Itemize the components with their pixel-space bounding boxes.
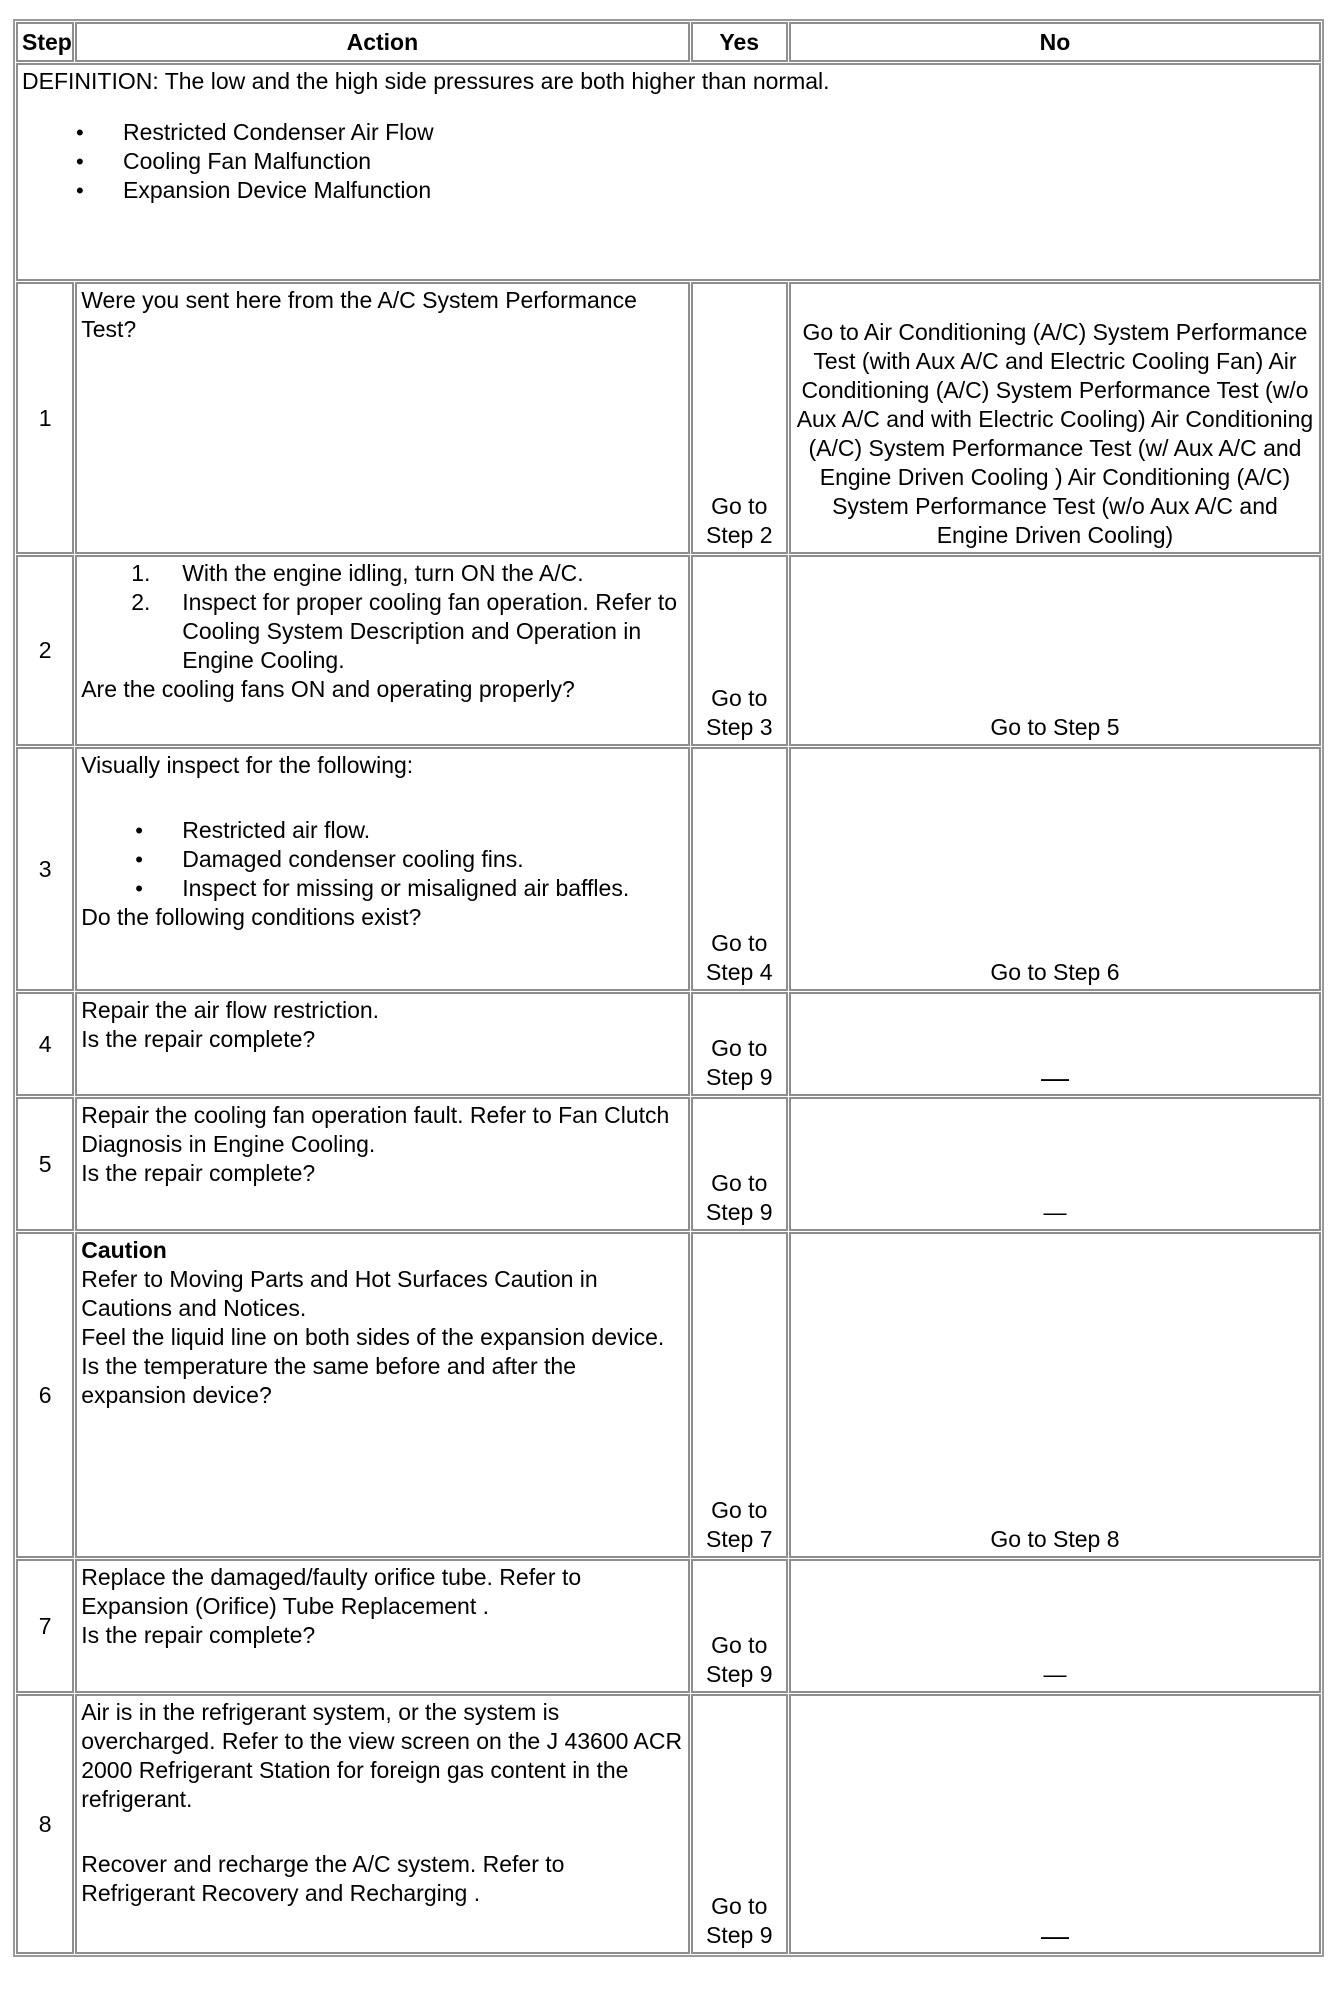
no-cell: Go to Air Conditioning (A/C) System Performance Test (with Aux A/C and Electric Cooling Fan) Air Conditioning (A/C) System Performance Test (w/o Aux A/C and with Electric Cooling) Air Conditioning (A/C) System Performance Test (w/ Aux A/C and Engine Driven Cooling ) Air Conditioning (A/C) System Performance Test (w/o Aux A/C and Engine Driven Cooling) <box>789 282 1321 554</box>
list-item: • Expansion Device Malfunction <box>22 176 1315 205</box>
caution-text: Refer to Moving Parts and Hot Surfaces Caution in Cautions and Notices. <box>81 1266 598 1321</box>
step-number: 7 <box>16 1559 74 1693</box>
action-cell <box>75 282 689 554</box>
step-number: 2 <box>16 555 74 746</box>
no-cell: — <box>789 1559 1321 1693</box>
question-text: Is the repair complete? <box>81 1026 316 1052</box>
yes-cell <box>691 1097 788 1231</box>
yes-goto: Go to <box>711 930 768 956</box>
action-cell <box>75 1694 689 1954</box>
definition-row <box>16 63 1321 281</box>
step-number: 5 <box>16 1097 74 1231</box>
intro-text: Air is in the refrigerant system, or the system is overcharged. Refer to the view screen on the J 43600 ACR 2000 Refrigerant Station for foreign gas content in the refrigerant. <box>81 1699 683 1812</box>
intro-text: Repair the cooling fan operation fault. Refer to Fan Clutch Diagnosis in Engine Cooling. <box>81 1102 670 1157</box>
action-cell <box>75 992 689 1096</box>
step-number: 1 <box>16 282 74 554</box>
yes-cell <box>691 555 788 746</box>
action-text: Were you sent here from the A/C System Performance Test? <box>81 287 637 342</box>
step-number: 3 <box>16 747 74 991</box>
step-number: 4 <box>16 992 74 1096</box>
action-cell <box>75 555 689 746</box>
no-cell: — <box>789 1694 1321 1954</box>
table-row <box>16 992 1321 1096</box>
intro-text: Replace the damaged/faulty orifice tube. Refer to Expansion (Orifice) Tube Replacement . <box>81 1564 582 1619</box>
table-row <box>16 1559 1321 1693</box>
header-step: Step <box>16 22 74 62</box>
definition-cell <box>16 63 1321 281</box>
step-number: 8 <box>16 1694 74 1954</box>
list-item: • Restricted Condenser Air Flow <box>22 118 1315 147</box>
yes-step: Step 2 <box>705 522 773 548</box>
list-item: • Inspect for missing or misaligned air baffles. <box>81 874 683 903</box>
list-item: 2. Inspect for proper cooling fan operation. Refer to Cooling System Description and Operation in Engine Cooling. <box>131 589 678 673</box>
step-number: 6 <box>16 1232 74 1558</box>
diagnostic-table-wrapper <box>13 19 1324 1957</box>
no-cell: Go to Step 8 <box>789 1232 1321 1558</box>
yes-cell <box>691 1559 788 1693</box>
intro-text: Repair the air flow restriction. <box>81 997 380 1023</box>
diagnostic-table <box>13 19 1324 1957</box>
action-cell <box>75 1097 689 1231</box>
no-cell: Go to Step 5 <box>789 555 1321 746</box>
caution-title: Caution <box>81 1237 167 1263</box>
yes-goto: Go to <box>711 1035 768 1061</box>
list-item: • Cooling Fan Malfunction <box>22 147 1315 176</box>
question-text: Are the cooling fans ON and operating properly? <box>81 676 575 702</box>
action-cell <box>75 747 689 991</box>
question-text: Is the temperature the same before and after the expansion device? <box>81 1353 577 1408</box>
yes-goto: Go to <box>711 1893 768 1919</box>
list-item: • Damaged condenser cooling fins. <box>81 845 683 874</box>
list-item: • Restricted air flow. <box>81 816 683 845</box>
action-cell <box>75 1559 689 1693</box>
yes-step: Step 9 <box>705 1661 773 1687</box>
question-text: Is the repair complete? <box>81 1622 316 1648</box>
table-row <box>16 555 1321 746</box>
intro-text: Visually inspect for the following: <box>81 752 414 778</box>
yes-step: Step 4 <box>705 959 773 985</box>
table-row <box>16 282 1321 554</box>
intro-text-2: Recover and recharge the A/C system. Refer to Refrigerant Recovery and Recharging . <box>81 1851 565 1906</box>
yes-step: Step 9 <box>705 1922 773 1948</box>
no-cell: — <box>789 1097 1321 1231</box>
list-item: 1. With the engine idling, turn ON the A/C. <box>131 560 584 586</box>
yes-goto: Go to <box>711 493 768 519</box>
question-text: Do the following conditions exist? <box>81 904 422 930</box>
definition-bullets <box>22 118 1315 205</box>
yes-cell <box>691 282 788 554</box>
no-cell: Go to Step 6 <box>789 747 1321 991</box>
table-row <box>16 1232 1321 1558</box>
question-text: Is the repair complete? <box>81 1160 316 1186</box>
definition-text: DEFINITION: The low and the high side pressures are both higher than normal. <box>22 68 830 94</box>
numbered-list <box>81 559 683 675</box>
yes-step: Step 7 <box>705 1526 773 1552</box>
table-row <box>16 1097 1321 1231</box>
inspection-bullets <box>81 816 683 903</box>
yes-goto: Go to <box>711 1497 768 1523</box>
header-yes: Yes <box>691 22 788 62</box>
yes-step: Step 9 <box>705 1064 773 1090</box>
yes-step: Step 9 <box>705 1199 773 1225</box>
table-row <box>16 747 1321 991</box>
yes-goto: Go to <box>711 1632 768 1658</box>
header-row <box>16 22 1321 62</box>
intro-text: Feel the liquid line on both sides of the expansion device. <box>81 1324 665 1350</box>
action-cell <box>75 1232 689 1558</box>
table-row <box>16 1694 1321 1954</box>
header-no: No <box>789 22 1321 62</box>
yes-goto: Go to <box>711 685 768 711</box>
yes-step: Step 3 <box>705 714 773 740</box>
yes-cell <box>691 747 788 991</box>
yes-goto: Go to <box>711 1170 768 1196</box>
header-action: Action <box>75 22 689 62</box>
yes-cell <box>691 1232 788 1558</box>
yes-cell <box>691 992 788 1096</box>
no-cell: — <box>789 992 1321 1096</box>
yes-cell <box>691 1694 788 1954</box>
